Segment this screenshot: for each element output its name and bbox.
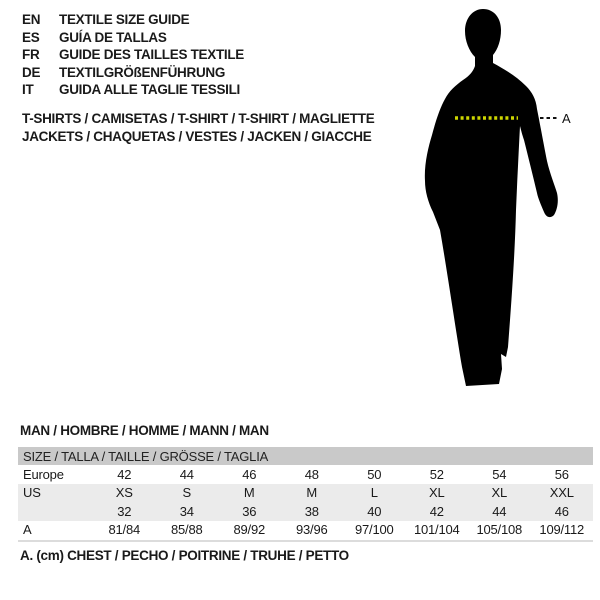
category-line: T-SHIRTS / CAMISETAS / T-SHIRT / T-SHIRT / MAGLIETTE (22, 111, 375, 126)
size-value-cell: 38 (304, 503, 319, 519)
size-value-cell: 44 (492, 503, 507, 519)
language-code: EN (22, 12, 41, 27)
measure-label-a: A (562, 111, 571, 126)
size-value-cell: 44 (179, 466, 194, 482)
size-value-cell: XS (115, 485, 133, 501)
language-row (22, 46, 244, 64)
size-table-row (18, 502, 593, 521)
size-table (18, 447, 593, 542)
row-label: A (23, 522, 32, 538)
language-code: FR (22, 47, 40, 63)
row-label: Europe (23, 466, 64, 482)
size-value-cell: 46 (242, 466, 257, 482)
language-label: GUIDE DES TAILLES TEXTILE (59, 47, 245, 63)
size-value-cell: S (182, 485, 191, 501)
size-value-cell: XXL (549, 485, 574, 501)
language-code: ES (22, 29, 40, 45)
size-value-cell: XL (491, 485, 507, 501)
size-value-cell: 109/112 (539, 522, 585, 538)
table-bottom-rule (18, 540, 593, 542)
size-value-cell: M (243, 485, 255, 501)
language-label: TEXTILE SIZE GUIDE (59, 12, 190, 27)
size-value-cell: 89/92 (233, 522, 266, 538)
size-value-cell: 34 (179, 503, 194, 519)
size-value-cell: 56 (554, 466, 569, 482)
row-label: US (23, 485, 41, 501)
size-value-cell: 36 (242, 503, 257, 519)
size-value-cell: 40 (367, 503, 382, 519)
language-label: GUIDA ALLE TAGLIE TESSILI (59, 82, 240, 98)
measurement-footnote: A. (cm) CHEST / PECHO / POITRINE / TRUHE / PETTO (20, 548, 349, 563)
size-value-cell: 105/108 (476, 522, 523, 538)
language-row (22, 64, 244, 82)
language-code: DE (22, 64, 41, 80)
section-title: MAN / HOMBRE / HOMME / MANN / MAN (20, 423, 269, 438)
size-table-row (18, 465, 593, 484)
size-value-cell: 97/100 (354, 522, 394, 538)
man-silhouette-shape (425, 9, 558, 386)
category-lines (22, 110, 374, 145)
size-value-cell: L (370, 485, 378, 501)
language-label: GUÍA DE TALLAS (59, 29, 167, 45)
size-value-cell: 52 (429, 466, 444, 482)
size-value-cell: 32 (117, 503, 132, 519)
size-table-row (18, 484, 593, 503)
size-value-cell: 48 (304, 466, 319, 482)
size-value-cell: 50 (367, 466, 382, 482)
size-value-cell: 54 (492, 466, 507, 482)
size-value-cell: 101/104 (413, 522, 460, 538)
size-table-row (18, 521, 593, 540)
language-row (22, 29, 244, 47)
size-value-cell: 85/88 (170, 522, 203, 538)
size-value-cell: 81/84 (108, 522, 141, 538)
man-silhouette-figure (405, 5, 600, 395)
size-value-cell: XL (428, 485, 445, 501)
size-table-header: SIZE / TALLA / TAILLE / GRÖSSE / TAGLIA (18, 447, 593, 465)
language-list (22, 11, 244, 99)
size-table-body (18, 465, 593, 539)
language-label: TEXTILGRÖßENFÜHRUNG (59, 64, 226, 80)
size-value-cell: 46 (554, 503, 569, 519)
language-row (22, 11, 244, 29)
category-line: JACKETS / CHAQUETAS / VESTES / JACKEN / GIACCHE (22, 128, 372, 144)
language-row (22, 81, 244, 99)
size-value-cell: 42 (429, 503, 444, 519)
size-value-cell: M (306, 485, 318, 501)
size-value-cell: 93/96 (295, 522, 328, 538)
size-value-cell: 42 (117, 466, 132, 482)
language-code: IT (22, 82, 34, 98)
